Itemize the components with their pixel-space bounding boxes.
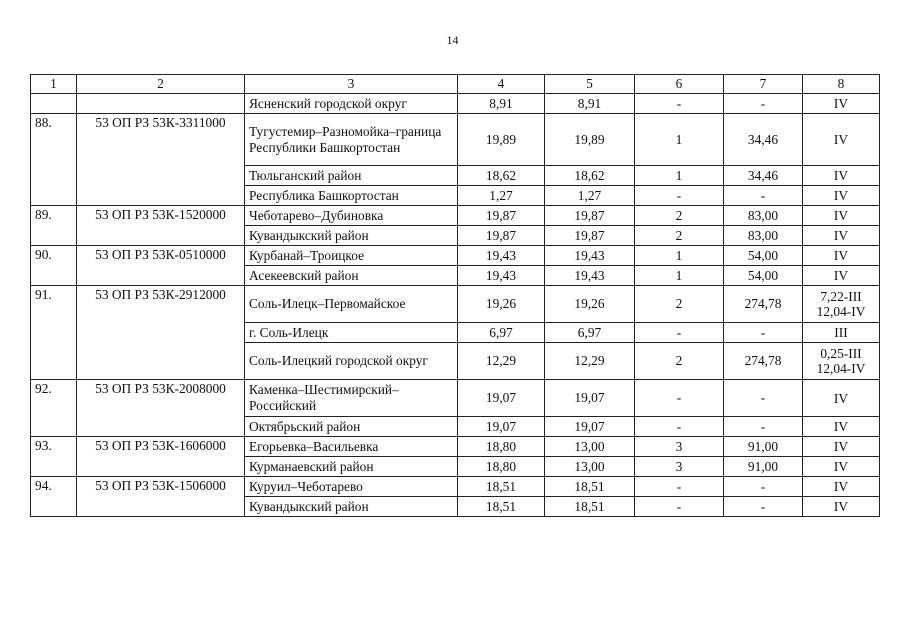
road-name-cell: Соль-Илецкий городской округ [245,343,458,380]
bridges-length-cell: - [724,477,803,497]
bridges-length-cell: 54,00 [724,246,803,266]
bridges-count-cell: 3 [635,437,724,457]
table-row [31,437,880,457]
header-cell: 8 [803,75,880,94]
length-paved-cell: 13,00 [545,437,635,457]
road-name-cell: Республика Башкортостан [245,186,458,206]
bridges-count-cell: 1 [635,114,724,166]
bridges-length-cell: - [724,380,803,417]
road-code-cell: 53 ОП РЗ 53К-2912000 [77,286,245,380]
length-paved-cell: 18,51 [545,477,635,497]
bridges-length-cell: 274,78 [724,286,803,323]
category-cell: IV [803,246,880,266]
table-row [31,380,880,417]
bridges-length-cell: 83,00 [724,226,803,246]
table-row [31,114,880,166]
bridges-count-cell: - [635,497,724,517]
page-number: 14 [446,33,459,47]
road-name-cell: Тугустемир–Разномойка–граница Республики Башкортостан [245,114,458,166]
header-cell: 7 [724,75,803,94]
table-row [31,246,880,266]
bridges-length-cell: - [724,417,803,437]
road-code-cell: 53 ОП РЗ 53К-3311000 [77,114,245,206]
bridges-count-cell: 3 [635,457,724,477]
road-name-cell: Тюльганский район [245,166,458,186]
bridges-count-cell: 1 [635,266,724,286]
length-paved-cell: 19,89 [545,114,635,166]
road-name-cell: Егорьевка–Васильевка [245,437,458,457]
category-cell: IV [803,380,880,417]
header-cell: 2 [77,75,245,94]
road-name-cell: Курбанай–Троицкое [245,246,458,266]
length-total-cell: 19,87 [458,226,545,246]
length-total-cell: 19,87 [458,206,545,226]
bridges-length-cell: 274,78 [724,343,803,380]
category-cell: III [803,323,880,343]
table-row [31,94,880,114]
bridges-count-cell: - [635,477,724,497]
header-cell: 3 [245,75,458,94]
road-name-cell: Куруил–Чеботарево [245,477,458,497]
length-total-cell: 19,07 [458,380,545,417]
entry-number-cell: 91. [31,286,77,380]
road-code-cell: 53 ОП РЗ 53К-0510000 [77,246,245,286]
road-code-cell: 53 ОП РЗ 53К-1506000 [77,477,245,517]
bridges-count-cell: - [635,380,724,417]
length-paved-cell: 19,43 [545,246,635,266]
bridges-count-cell: - [635,186,724,206]
road-name-cell: Соль-Илецк–Первомайское [245,286,458,323]
length-total-cell: 18,51 [458,497,545,517]
entry-number-cell: 89. [31,206,77,246]
length-total-cell: 19,89 [458,114,545,166]
length-total-cell: 8,91 [458,94,545,114]
road-name-cell: Курманаевский район [245,457,458,477]
road-name-cell: Кувандыкский район [245,226,458,246]
bridges-count-cell: 1 [635,166,724,186]
bridges-length-cell: 34,46 [724,166,803,186]
entry-number-cell [31,94,77,114]
length-total-cell: 1,27 [458,186,545,206]
category-cell: IV [803,266,880,286]
bridges-count-cell: 2 [635,343,724,380]
category-cell: IV [803,497,880,517]
entry-number-cell: 90. [31,246,77,286]
road-name-cell: Чеботарево–Дубиновка [245,206,458,226]
length-paved-cell: 19,07 [545,380,635,417]
length-paved-cell: 8,91 [545,94,635,114]
length-paved-cell: 19,87 [545,226,635,246]
length-paved-cell: 19,87 [545,206,635,226]
bridges-count-cell: - [635,417,724,437]
length-paved-cell: 18,62 [545,166,635,186]
header-cell: 4 [458,75,545,94]
length-total-cell: 18,80 [458,457,545,477]
header-cell: 6 [635,75,724,94]
bridges-count-cell: 2 [635,226,724,246]
bridges-length-cell: - [724,94,803,114]
bridges-length-cell: 83,00 [724,206,803,226]
header-cell: 5 [545,75,635,94]
length-paved-cell: 19,26 [545,286,635,323]
length-total-cell: 19,07 [458,417,545,437]
entry-number-cell: 93. [31,437,77,477]
category-cell: IV [803,206,880,226]
road-code-cell: 53 ОП РЗ 53К-2008000 [77,380,245,437]
bridges-count-cell: 1 [635,246,724,266]
length-paved-cell: 19,43 [545,266,635,286]
length-paved-cell: 13,00 [545,457,635,477]
length-paved-cell: 18,51 [545,497,635,517]
table-row [31,206,880,226]
category-cell: 7,22-III 12,04-IV [803,286,880,323]
bridges-length-cell: - [724,323,803,343]
length-paved-cell: 6,97 [545,323,635,343]
length-total-cell: 19,43 [458,246,545,266]
road-name-cell: Каменка–Шестимирский–Российский [245,380,458,417]
length-paved-cell: 1,27 [545,186,635,206]
road-name-cell: Асекеевский район [245,266,458,286]
bridges-length-cell: 34,46 [724,114,803,166]
header-row [31,75,880,94]
roads-table [30,74,880,517]
bridges-length-cell: 91,00 [724,437,803,457]
header-cell: 1 [31,75,77,94]
length-total-cell: 19,43 [458,266,545,286]
road-name-cell: г. Соль-Илецк [245,323,458,343]
category-cell: 0,25-III 12,04-IV [803,343,880,380]
road-name-cell: Октябрьский район [245,417,458,437]
road-code-cell: 53 ОП РЗ 53К-1520000 [77,206,245,246]
road-name-cell: Ясненский городской округ [245,94,458,114]
category-cell: IV [803,477,880,497]
length-paved-cell: 12,29 [545,343,635,380]
length-total-cell: 19,26 [458,286,545,323]
bridges-length-cell: - [724,186,803,206]
length-paved-cell: 19,07 [545,417,635,437]
length-total-cell: 18,80 [458,437,545,457]
category-cell: IV [803,437,880,457]
category-cell: IV [803,226,880,246]
table-row [31,286,880,323]
category-cell: IV [803,186,880,206]
category-cell: IV [803,457,880,477]
road-code-cell [77,94,245,114]
bridges-length-cell: 91,00 [724,457,803,477]
bridges-count-cell: 2 [635,206,724,226]
entry-number-cell: 88. [31,114,77,206]
table-row [31,477,880,497]
length-total-cell: 6,97 [458,323,545,343]
entry-number-cell: 92. [31,380,77,437]
road-name-cell: Кувандыкский район [245,497,458,517]
bridges-count-cell: - [635,323,724,343]
bridges-count-cell: 2 [635,286,724,323]
length-total-cell: 18,51 [458,477,545,497]
category-cell: IV [803,94,880,114]
category-cell: IV [803,417,880,437]
road-code-cell: 53 ОП РЗ 53К-1606000 [77,437,245,477]
category-cell: IV [803,114,880,166]
length-total-cell: 18,62 [458,166,545,186]
bridges-length-cell: 54,00 [724,266,803,286]
entry-number-cell: 94. [31,477,77,517]
bridges-count-cell: - [635,94,724,114]
length-total-cell: 12,29 [458,343,545,380]
category-cell: IV [803,166,880,186]
bridges-length-cell: - [724,497,803,517]
